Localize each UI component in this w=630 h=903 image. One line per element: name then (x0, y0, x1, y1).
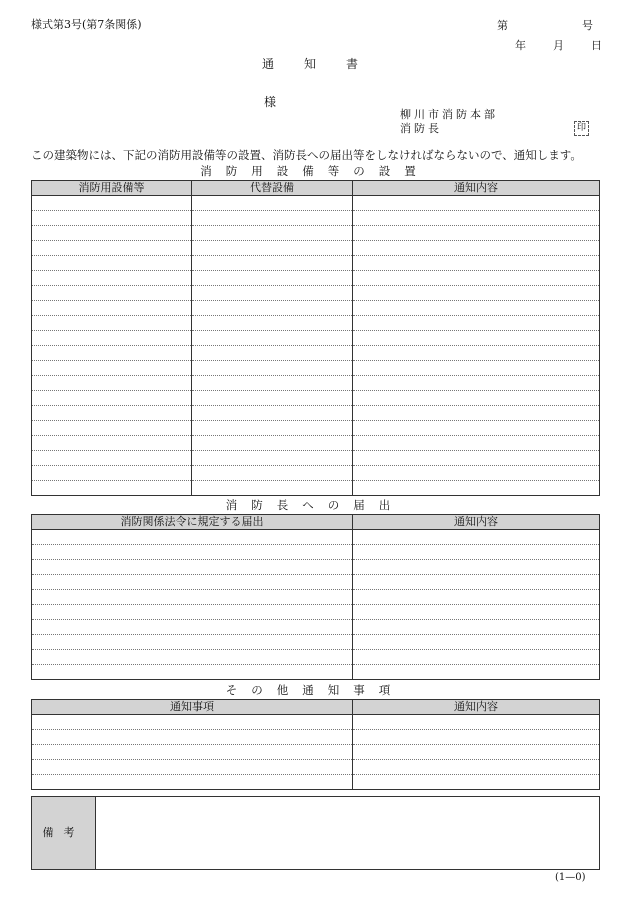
notifications-row (32, 545, 600, 560)
table-cell[interactable] (353, 226, 600, 241)
table-cell[interactable] (192, 301, 353, 316)
notifications-row (32, 665, 600, 680)
date-year: 年 (515, 39, 526, 52)
table-cell[interactable] (353, 650, 600, 665)
remarks-label: 備考 (32, 797, 96, 869)
table-cell[interactable] (353, 316, 600, 331)
other-table-body (32, 715, 600, 790)
page-number: (1—0) (555, 872, 586, 883)
table-cell[interactable] (32, 241, 192, 256)
table-cell[interactable] (353, 545, 600, 560)
table-cell[interactable] (192, 376, 353, 391)
column-header: 消防用設備等 (32, 181, 192, 196)
table-cell[interactable] (32, 346, 192, 361)
table-cell[interactable] (32, 730, 353, 745)
column-header: 消防関係法令に規定する届出 (32, 515, 353, 530)
table-cell[interactable] (353, 406, 600, 421)
facilities-row (32, 406, 600, 421)
facilities-row (32, 271, 600, 286)
table-cell[interactable] (353, 346, 600, 361)
notice-statement: この建築物には、下記の消防用設備等の設置、消防長への届出等をしなければならないので、通知します。 (31, 148, 582, 162)
section-title-facilities-text: 消防用設備等の設置 (200, 164, 430, 178)
table-cell[interactable] (32, 436, 192, 451)
facilities-table-body (32, 196, 600, 496)
facilities-row (32, 256, 600, 271)
table-cell[interactable] (32, 466, 192, 481)
table-cell[interactable] (32, 331, 192, 346)
table-cell[interactable] (192, 451, 353, 466)
table-cell[interactable] (192, 271, 353, 286)
table-cell[interactable] (192, 466, 353, 481)
seal-mark: 印 (574, 121, 589, 136)
number-suffix: 号 (582, 19, 593, 32)
table-cell[interactable] (353, 665, 600, 680)
notifications-row (32, 650, 600, 665)
facilities-row (32, 376, 600, 391)
table-cell[interactable] (32, 256, 192, 271)
table-cell[interactable] (353, 196, 600, 211)
table-cell[interactable] (32, 760, 353, 775)
table-cell[interactable] (32, 301, 192, 316)
notifications-row (32, 560, 600, 575)
issuer-title: 消防長 (400, 122, 442, 135)
facilities-row (32, 286, 600, 301)
notifications-table-body (32, 530, 600, 680)
table-cell[interactable] (32, 620, 353, 635)
table-cell[interactable] (192, 346, 353, 361)
table-cell[interactable] (353, 575, 600, 590)
facilities-row (32, 241, 600, 256)
section-title-other-text: その他通知事項 (225, 683, 405, 697)
table-cell[interactable] (353, 391, 600, 406)
notifications-row (32, 620, 600, 635)
column-header: 代替設備 (192, 181, 353, 196)
table-cell[interactable] (353, 301, 600, 316)
table-cell[interactable] (32, 376, 192, 391)
section-title-other (0, 682, 630, 698)
date-day: 日 (591, 39, 602, 52)
facilities-row (32, 316, 600, 331)
table-cell[interactable] (32, 650, 353, 665)
remarks-box (31, 796, 600, 870)
table-cell[interactable] (32, 575, 353, 590)
table-cell[interactable] (192, 241, 353, 256)
table-cell[interactable] (32, 211, 192, 226)
notifications-table (31, 514, 600, 680)
issuer-organization: 柳川市消防本部 (400, 108, 498, 121)
facilities-row (32, 436, 600, 451)
number-prefix: 第 (497, 19, 508, 32)
facilities-table (31, 180, 600, 496)
table-cell[interactable] (192, 391, 353, 406)
column-header: 通知内容 (353, 181, 600, 196)
other-row (32, 760, 600, 775)
facilities-row (32, 331, 600, 346)
facilities-row (32, 481, 600, 496)
table-cell[interactable] (32, 286, 192, 301)
table-cell[interactable] (353, 620, 600, 635)
table-cell[interactable] (353, 376, 600, 391)
table-cell[interactable] (353, 286, 600, 301)
table-cell[interactable] (353, 775, 600, 790)
table-cell[interactable] (353, 760, 600, 775)
document-number (497, 17, 593, 33)
form-id: 様式第3号(第7条関係) (31, 18, 142, 31)
table-cell[interactable] (32, 605, 353, 620)
table-cell[interactable] (192, 316, 353, 331)
table-cell[interactable] (353, 530, 600, 545)
facilities-row (32, 196, 600, 211)
table-cell[interactable] (32, 775, 353, 790)
notifications-row (32, 590, 600, 605)
table-cell[interactable] (192, 331, 353, 346)
table-cell[interactable] (32, 715, 353, 730)
table-cell[interactable] (353, 560, 600, 575)
notifications-row (32, 635, 600, 650)
table-cell[interactable] (192, 421, 353, 436)
table-cell[interactable] (353, 421, 600, 436)
table-cell[interactable] (353, 635, 600, 650)
facilities-row (32, 421, 600, 436)
facilities-row (32, 391, 600, 406)
other-row (32, 775, 600, 790)
table-cell[interactable] (353, 590, 600, 605)
table-cell[interactable] (32, 406, 192, 421)
other-header-row (32, 700, 600, 715)
other-row (32, 715, 600, 730)
table-cell[interactable] (353, 436, 600, 451)
table-cell[interactable] (353, 256, 600, 271)
facilities-row (32, 466, 600, 481)
table-cell[interactable] (32, 196, 192, 211)
column-header: 通知事項 (32, 700, 353, 715)
facilities-row (32, 301, 600, 316)
table-cell[interactable] (32, 545, 353, 560)
table-cell[interactable] (353, 481, 600, 496)
table-cell[interactable] (353, 715, 600, 730)
notifications-header-row (32, 515, 600, 530)
table-cell[interactable] (32, 451, 192, 466)
table-cell[interactable] (353, 361, 600, 376)
table-cell[interactable] (32, 391, 192, 406)
section-title-notifications (0, 497, 630, 513)
table-cell[interactable] (192, 211, 353, 226)
table-cell[interactable] (32, 590, 353, 605)
table-cell[interactable] (353, 466, 600, 481)
facilities-row (32, 361, 600, 376)
table-cell[interactable] (353, 730, 600, 745)
table-cell[interactable] (353, 331, 600, 346)
document-title: 通知書 (262, 57, 389, 71)
column-header: 通知内容 (353, 700, 600, 715)
table-cell[interactable] (32, 635, 353, 650)
column-header: 通知内容 (353, 515, 600, 530)
table-cell[interactable] (32, 361, 192, 376)
other-row (32, 745, 600, 760)
facilities-row (32, 211, 600, 226)
facilities-row (32, 226, 600, 241)
addressee-suffix: 様 (264, 95, 277, 109)
section-title-facilities (0, 163, 630, 179)
table-cell[interactable] (353, 271, 600, 286)
remarks-field[interactable] (96, 797, 599, 869)
table-cell[interactable] (32, 745, 353, 760)
table-cell[interactable] (353, 241, 600, 256)
table-cell[interactable] (192, 436, 353, 451)
table-cell[interactable] (32, 665, 353, 680)
table-cell[interactable] (32, 560, 353, 575)
date-month: 月 (553, 39, 564, 52)
notifications-row (32, 605, 600, 620)
table-cell[interactable] (32, 316, 192, 331)
facilities-row (32, 451, 600, 466)
issuer-block (400, 108, 498, 136)
table-cell[interactable] (32, 271, 192, 286)
table-cell[interactable] (192, 256, 353, 271)
table-cell[interactable] (353, 605, 600, 620)
notifications-row (32, 575, 600, 590)
facilities-row (32, 346, 600, 361)
section-title-notifications-text: 消防長への届出 (225, 498, 405, 512)
other-table (31, 699, 600, 790)
table-cell[interactable] (192, 361, 353, 376)
table-cell[interactable] (192, 196, 353, 211)
table-cell[interactable] (353, 451, 600, 466)
table-cell[interactable] (353, 211, 600, 226)
table-cell[interactable] (32, 481, 192, 496)
table-cell[interactable] (32, 530, 353, 545)
table-cell[interactable] (353, 745, 600, 760)
facilities-header-row (32, 181, 600, 196)
table-cell[interactable] (32, 421, 192, 436)
notifications-row (32, 530, 600, 545)
table-cell[interactable] (32, 226, 192, 241)
table-cell[interactable] (192, 286, 353, 301)
table-cell[interactable] (192, 226, 353, 241)
table-cell[interactable] (192, 481, 353, 496)
other-row (32, 730, 600, 745)
table-cell[interactable] (192, 406, 353, 421)
